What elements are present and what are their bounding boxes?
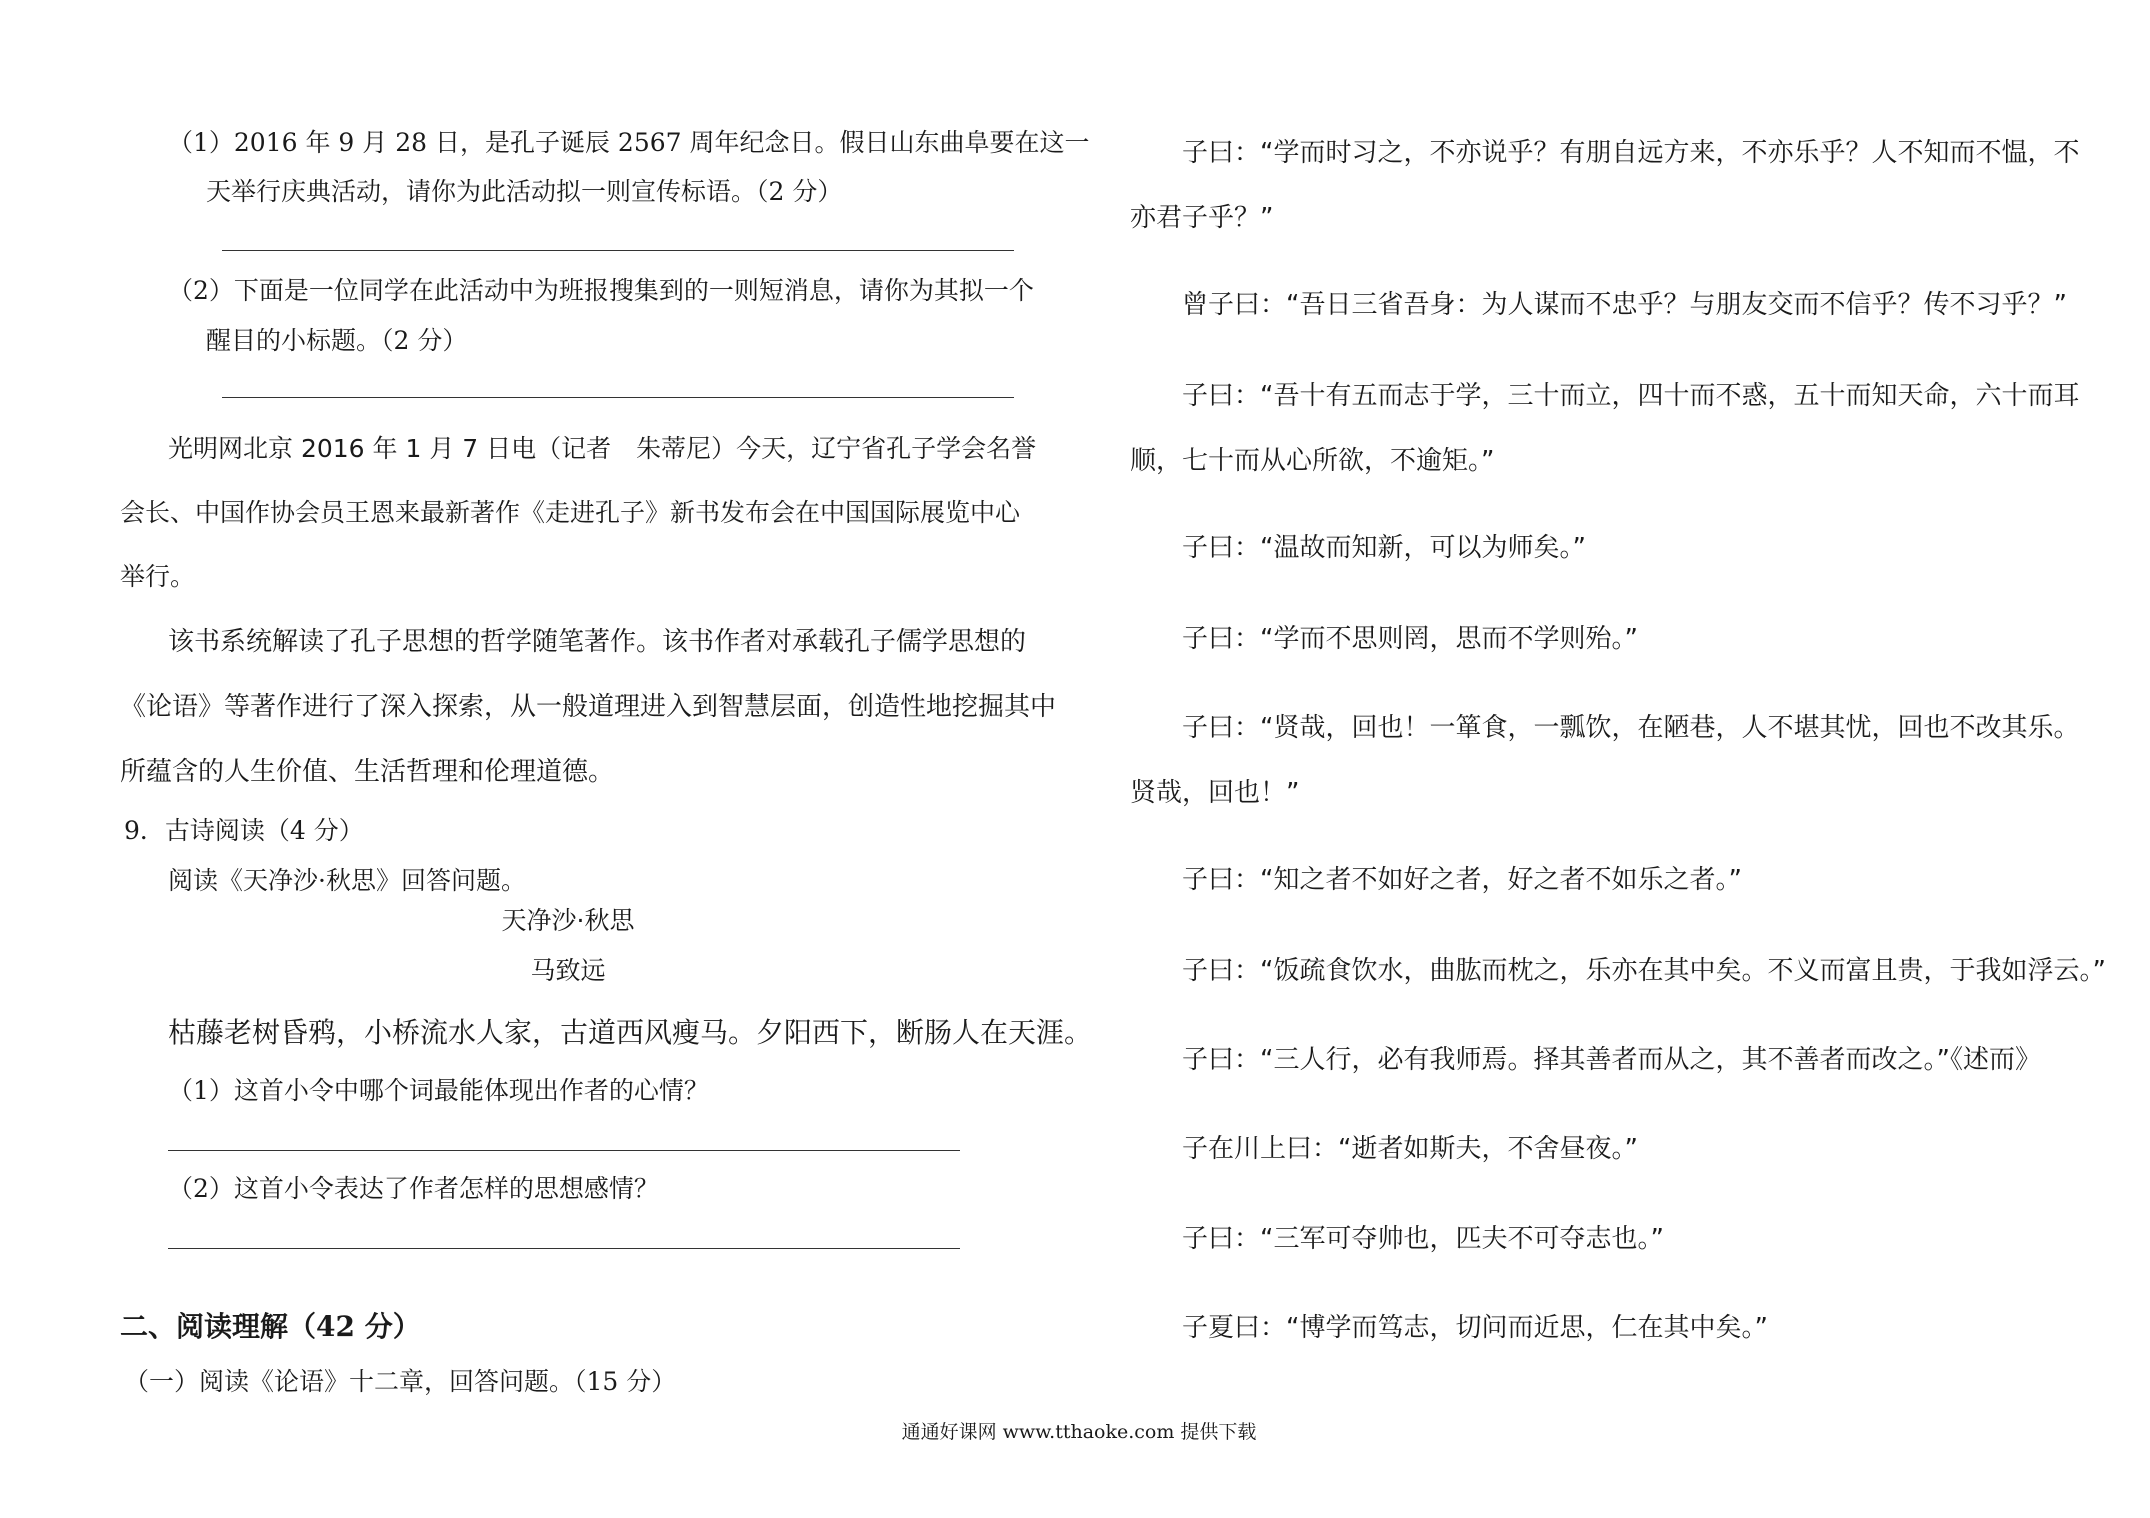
q8-part2-line1: （2）下面是一位同学在此活动中为班报搜集到的一则短消息，请你为其拟一个 [168,276,1034,305]
news-paragraph-1-line3: 举行。 [120,562,196,591]
q9-instruction: 阅读《天净沙·秋思》回答问题。 [168,866,526,895]
analects-chapter-1-line2: 亦君子乎？” [1130,203,1274,233]
q8-part1-answer-line [222,250,1014,251]
analects-chapter-6-line1: 子曰：“贤哉，回也！一箪食，一瓢饮，在陋巷，人不堪其忧，回也不改其乐。 [1182,713,2080,743]
q8-part1-line2: 天举行庆典活动，请你为此活动拟一则宣传标语。（2 分） [206,177,843,206]
q9-part2-answer-line [168,1248,960,1249]
news-paragraph-1-line2: 会长、中国作协会员王恩来最新著作《走进孔子》新书发布会在中国国际展览中心 [120,498,1021,527]
analects-chapter-1-line1: 子曰：“学而时习之，不亦说乎？有朋自远方来，不亦乐乎？人不知而不愠，不 [1182,138,2080,168]
q9-part1-answer-line [168,1150,960,1151]
analects-chapter-12: 子夏曰：“博学而笃志，切问而近思，仁在其中矣。” [1182,1313,1768,1343]
analects-chapter-6-line2: 贤哉，回也！” [1130,778,1300,808]
analects-chapter-11: 子曰：“三军可夺帅也，匹夫不可夺志也。” [1182,1224,1664,1254]
analects-chapter-10: 子在川上曰：“逝者如斯夫，不舍昼夜。” [1182,1134,1638,1164]
page-footer: 通通好课网 www.tthaoke.com 提供下载 [901,1421,1257,1443]
q9-title: 9．古诗阅读（4 分） [124,816,364,845]
news-paragraph-2-line2: 《论语》等著作进行了深入探索，从一般道理进入到智慧层面，创造性地挖掘其中 [120,692,1057,722]
analects-chapter-2: 曾子曰：“吾日三省吾身：为人谋而不忠乎？与朋友交而不信乎？传不习乎？” [1182,290,2067,320]
q8-part2-line2: 醒目的小标题。（2 分） [206,326,468,355]
poem-author: 马致远 [530,956,606,985]
analects-chapter-3-line1: 子曰：“吾十有五而志于学，三十而立，四十而不惑，五十而知天命，六十而耳 [1182,381,2080,411]
analects-chapter-9: 子曰：“三人行，必有我师焉。择其善者而从之，其不善者而改之。”《述而》 [1182,1045,2041,1075]
poem-title: 天净沙·秋思 [501,906,635,935]
section-2-subheading: （一）阅读《论语》十二章，回答问题。（15 分） [124,1367,677,1396]
poem-text: 枯藤老树昏鸦，小桥流水人家，古道西风瘦马。夕阳西下，断肠人在天涯。 [168,1016,1093,1049]
q8-part2-answer-line [222,397,1014,398]
q8-part1-line1: （1）2016 年 9 月 28 日，是孔子诞辰 2567 周年纪念日。假日山东曲阜要在这一 [168,128,1090,157]
analects-chapter-5: 子曰：“学而不思则罔，思而不学则殆。” [1182,624,1638,654]
analects-chapter-7: 子曰：“知之者不如好之者，好之者不如乐之者。” [1182,865,1742,895]
analects-chapter-4: 子曰：“温故而知新，可以为师矣。” [1182,533,1586,563]
analects-chapter-8: 子曰：“饭疏食饮水，曲肱而枕之，乐亦在其中矣。不义而富且贵，于我如浮云。” [1182,956,2106,986]
section-2-heading: 二、阅读理解（42 分） [120,1310,421,1343]
q9-part1: （1）这首小令中哪个词最能体现出作者的心情？ [168,1076,709,1105]
news-paragraph-2-line1: 该书系统解读了孔子思想的哲学随笔著作。该书作者对承载孔子儒学思想的 [168,627,1027,657]
q9-part2: （2）这首小令表达了作者怎样的思想感情？ [168,1174,659,1203]
news-paragraph-1-line1: 光明网北京 2016 年 1 月 7 日电（记者 朱蒂尼）今天，辽宁省孔子学会名誉 [168,434,1037,463]
analects-chapter-3-line2: 顺，七十而从心所欲，不逾矩。” [1130,446,1495,476]
news-paragraph-2-line3: 所蕴含的人生价值、生活哲理和伦理道德。 [120,757,615,787]
